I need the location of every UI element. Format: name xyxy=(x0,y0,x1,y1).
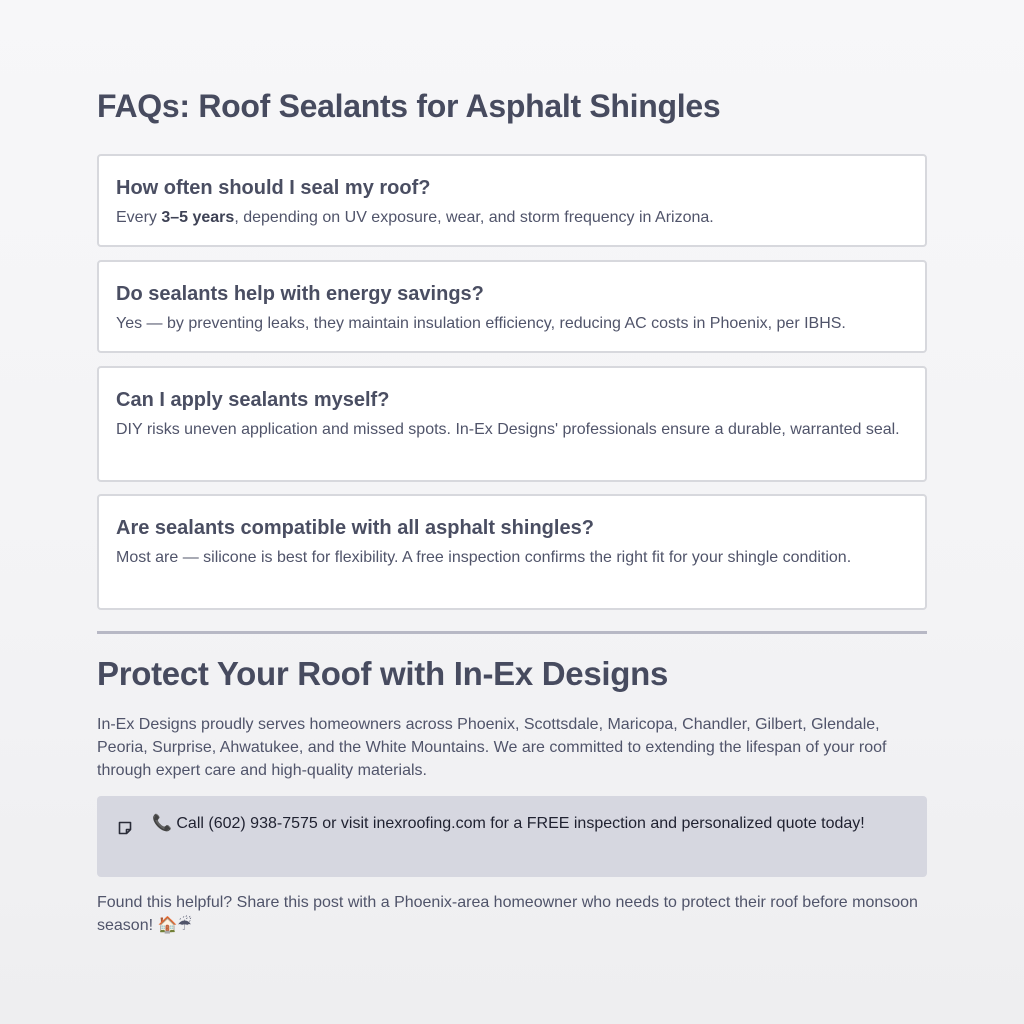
faq-question: Do sealants help with energy savings? xyxy=(116,283,484,305)
cta-intro: In-Ex Designs proudly serves homeowners across Phoenix, Scottsdale, Maricopa, Chandler, Gilbert, Glendale, Peoria, Surprise, Ahwatukee, and the White Mountains. We are committed to extending the lifespan of your roof through expert care and high-quality materials. xyxy=(97,716,887,779)
faq-answer-text: Every xyxy=(116,209,162,226)
callout-text: 📞 Call (602) 938-7575 or visit inexroofing.com for a FREE inspection and personalized quote today! xyxy=(152,815,865,832)
faq-answer: Most are — silicone is best for flexibility. A free inspection confirms the right fit for your shingle condition. xyxy=(116,549,852,566)
faq-answer: Yes — by preventing leaks, they maintain insulation efficiency, reducing AC costs in Phoenix, per IBHS. xyxy=(116,315,846,332)
section-divider xyxy=(97,631,927,634)
faq-answer-text: , depending on UV exposure, wear, and storm frequency in Arizona. xyxy=(234,209,714,226)
contact-callout xyxy=(97,796,927,877)
faq-answer: DIY risks uneven application and missed spots. In-Ex Designs' professionals ensure a durable, warranted seal. xyxy=(116,421,900,438)
faq-answer xyxy=(116,206,908,229)
faq-title: FAQs: Roof Sealants for Asphalt Shingles xyxy=(97,88,721,124)
note-icon xyxy=(117,820,133,836)
faq-item xyxy=(97,366,927,482)
faq-item xyxy=(97,154,927,247)
faq-item xyxy=(97,494,927,610)
faq-item xyxy=(97,260,927,353)
faq-question: Can I apply sealants myself? xyxy=(116,389,390,411)
faq-question: How often should I seal my roof? xyxy=(116,177,431,199)
cta-title: Protect Your Roof with In-Ex Designs xyxy=(97,655,669,692)
share-prompt: Found this helpful? Share this post with a Phoenix-area homeowner who needs to protect their roof before monsoon season! 🏠☔ xyxy=(97,894,918,934)
faq-answer-highlight: 3–5 years xyxy=(161,209,235,226)
faq-question: Are sealants compatible with all asphalt shingles? xyxy=(116,517,594,539)
